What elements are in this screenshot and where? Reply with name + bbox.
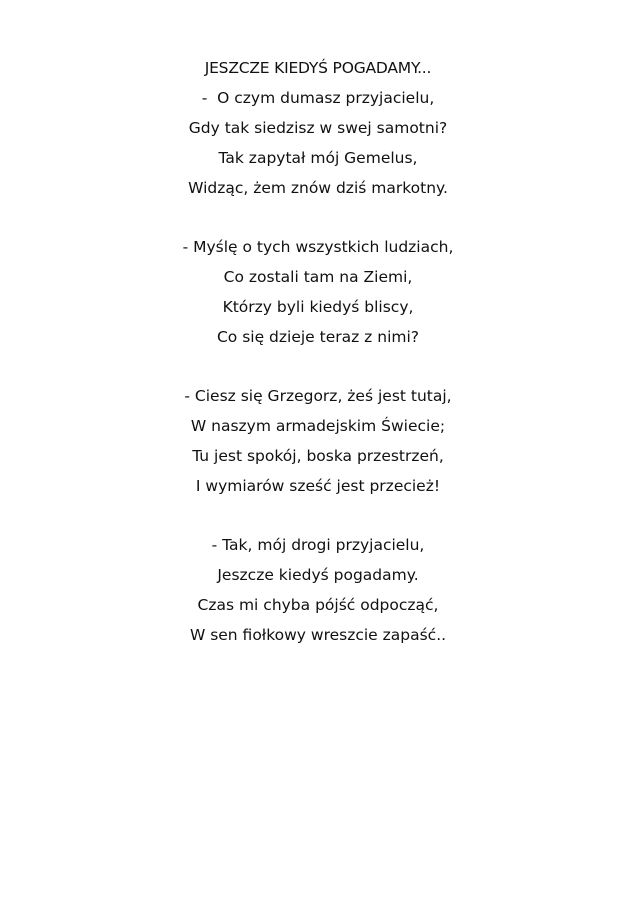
poem-line: Tak zapytał mój Gemelus, bbox=[218, 149, 418, 167]
poem-line: Którzy byli kiedyś bliscy, bbox=[222, 298, 414, 316]
poem-line: I wymiarów sześć jest przecież! bbox=[195, 477, 441, 495]
poem-line: W sen fiołkowy wreszcie zapaść.. bbox=[189, 626, 447, 644]
poem-line: - O czym dumasz przyjacielu, bbox=[201, 89, 435, 107]
poem bbox=[0, 53, 636, 650]
poem-title: JESZCZE KIEDYŚ POGADAMY... bbox=[204, 59, 432, 77]
poem-line: W naszym armadejskim Świecie; bbox=[190, 417, 446, 435]
poem-line: Jeszcze kiedyś pogadamy. bbox=[217, 566, 419, 584]
poem-line: Gdy tak siedzisz w swej samotni? bbox=[188, 119, 448, 137]
poem-stanza-1 bbox=[0, 53, 636, 203]
poem-stanza-3 bbox=[0, 381, 636, 501]
poem-line: Czas mi chyba pójść odpocząć, bbox=[197, 596, 439, 614]
poem-line: - Tak, mój drogi przyjacielu, bbox=[211, 536, 425, 554]
poem-line: Widząc, żem znów dziś markotny. bbox=[188, 179, 448, 197]
poem-line: Co się dzieje teraz z nimi? bbox=[216, 328, 420, 346]
poem-line: Tu jest spokój, boska przestrzeń, bbox=[192, 447, 444, 465]
poem-line: - Ciesz się Grzegorz, żeś jest tutaj, bbox=[184, 387, 452, 405]
poem-stanza-4 bbox=[0, 530, 636, 650]
poem-stanza-2 bbox=[0, 232, 636, 352]
poem-line: - Myślę o tych wszystkich ludziach, bbox=[182, 238, 454, 256]
poem-line: Co zostali tam na Ziemi, bbox=[223, 268, 413, 286]
